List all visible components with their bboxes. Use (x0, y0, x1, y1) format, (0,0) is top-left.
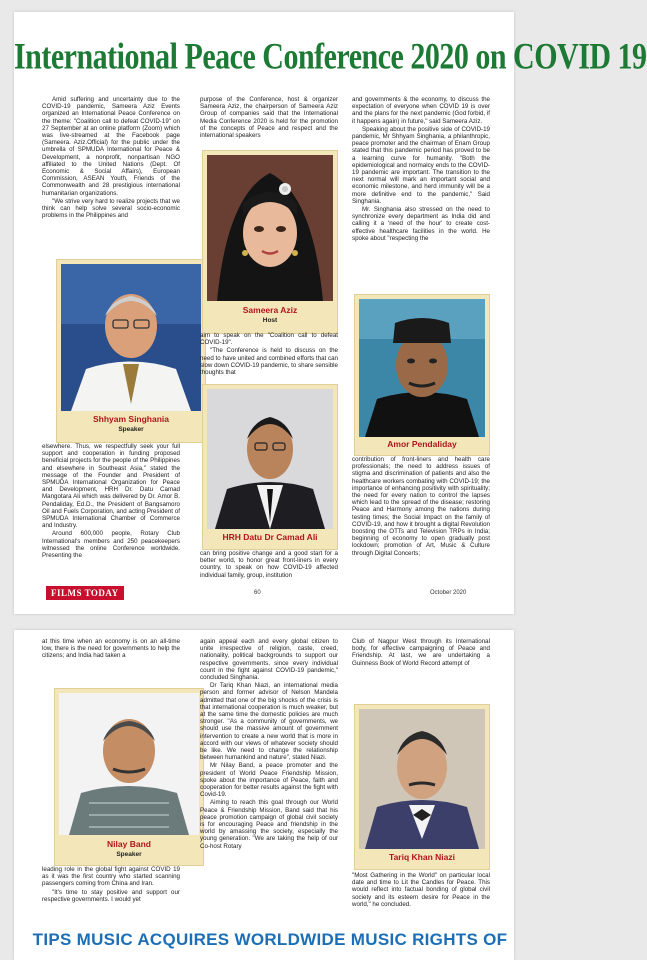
paragraph: "It's time to stay positive and support our respective governments. I would yet (42, 888, 180, 903)
column-3-bottom (352, 456, 490, 582)
portrait-tariq-khan-niazi (359, 709, 485, 849)
column-1-top (42, 96, 180, 260)
next-article-headline: TIPS MUSIC ACQUIRES WORLDWIDE MUSIC RIGHTS OF (32, 930, 508, 949)
paragraph: leading role in the global fight against COVID 19 as it was the first country who started scanning passengers coming from China and Iran. (42, 866, 180, 888)
magazine-page-60 (14, 12, 647, 614)
paragraph: at this time when an economy is on an all-time low, there is the need for governments to help the citizens; and India had taken a (42, 638, 180, 660)
paragraph: can bring positive change and a good start for a better world, to honor great front-liners in every country, to speak on how COVID-19 affected individual family, group, institution (200, 550, 338, 579)
paragraph: "The Conference is held to discuss on the need to have united and combined efforts that can slow down COVID-19 pandemic, to share sensible thoughts that (200, 347, 338, 377)
portrait-nilay-band (59, 693, 199, 835)
portrait-shhyam-singhania (61, 264, 201, 411)
column-2-bottom (200, 550, 338, 582)
portrait-sameera-aziz (207, 155, 333, 301)
column-1-top (42, 638, 180, 668)
column-3-top (352, 96, 490, 296)
films-today-logo: FILMS TODAY (46, 586, 124, 600)
column-3-bottom (352, 872, 490, 930)
paragraph: "Most Gathering in the World" on particular local date and time to Lit the Candles for Peace. This would reflect into factual bonding of global civil society and its esteem desire for Peace in the world," he concluded. (352, 872, 490, 908)
paragraph: Dr Tariq Khan Niazi, an international media person and former advisor of Nelson Mandela admitted that one of the big shocks of the crisis is that international cooperation is much weaker, but at the same time the domestic policies are much stronger. "As a community of governments, we should use the massive amount of government intervention to create a new world that is more in accord with our views of whatever society should be like. We need to change the relationship between humankind and nature", stated Niazi. (200, 682, 338, 762)
paragraph: "We strive very hard to realize projects that we think can help solve several socio-economic problems in the Philippines and (42, 197, 180, 220)
column-2-middle (200, 332, 338, 382)
page-number: 60 (254, 590, 261, 596)
caption-name: Amor Pendaliday (387, 439, 457, 449)
photo-card-nilay (54, 688, 204, 866)
paragraph: elsewhere. Thus, we respectfully seek your full support and cooperation in funding proposed beneficial projects for the people of the Philippines and elsewhere in Southeast Asia," stated the message of the Founder and President of SPMUDA International Organization for Peace and Development, HRH Dr. Datu Camad Mangotara Ali which was delivered by Dr. Amor B. Pendaliday, Ed.D., the President of Bangsamoro Oil and Fuels Corporation, and acting President of SPMUDA International Chamber of Commerce and Industry. (42, 443, 180, 530)
caption-role: Speaker (118, 426, 144, 433)
paragraph: Aiming to reach this goal through our World Peace & Friendship Mission, Band said that his peace promotion campaign of global civil society is for encouraging Peace and friendship in the world by amassing the society, especially the young generation. "We are taking the help of our Co-host Rotary (200, 799, 338, 850)
paragraph: Speaking about the positive side of COVID-19 pandemic, Mr Shhyam Singhania, a philanthropic, peace promoter and the chairman of Enam Group stated that this pandemic period has proved to be a learning curve for humanity. "Both the epidemiological and normalcy ends to the COVID-19 pandemic are important. The transition to the next normal will mark an important social and economic milestone, and herd immunity will be a more definitive end to the pandemic," Said Singhania. (352, 125, 490, 205)
column-1-bottom (42, 866, 180, 930)
photo-card-amor (354, 294, 490, 456)
caption-name: HRH Datu Dr Camad Ali (222, 532, 318, 542)
photo-card-sameera (202, 150, 338, 334)
column-2-top (200, 96, 338, 148)
photo-card-shhyam (56, 259, 206, 443)
issue-date: October 2020 (430, 590, 467, 596)
caption-name: Nilay Band (107, 839, 151, 849)
caption-role: Speaker (116, 851, 142, 858)
portrait-camad-ali (207, 389, 333, 529)
caption-name: Tariq Khan Niazi (389, 852, 455, 862)
paragraph: Amid suffering and uncertainty due to the COVID-19 pandemic, Sameera Aziz Events organized an International Peace Conference on the theme: "Coalition call to defeat COVID-19" on 27 September at an online platform (Zoom) which was live-streamed at the Facebook page (Sameera. Aziz.Official) for the public under the umbrella of SPMUDA International for Peace & Development, a nonprofit, nonpartisan NGO affiliated to the United Nations (Dept. Of Economic & Social Affairs), European Commission, ASEAN Youth, Friends of the Commonwealth and 28 prestigious international humanitarian organizations. (42, 96, 180, 197)
caption-role: Host (262, 317, 278, 324)
paragraph: Mr. Singhania also stressed on the need to synchronize every department as India did and calling it a 'need of the hour' to create cost-effective healthcare facilities in the world. He spoke about "respecting the (352, 206, 490, 242)
caption-name: Shhyam Singhania (92, 414, 170, 424)
magazine-page-61 (14, 630, 514, 960)
photo-card-tariq (354, 704, 490, 870)
column-2 (200, 638, 338, 930)
paragraph: again appeal each and every global citizen to unite irrespective of religion, caste, creed, nationality, political backgrounds to support our respective governments, since every individual count in the fight against COVID-19 pandemic," concluded Singhania. (200, 638, 338, 682)
column-3-top (352, 638, 490, 682)
paragraph: and governments & the economy, to discuss the expectation of everyone when COVID 19 is over and the plans for the next pandemic (God forbid, if it happens again) in future," said Sameera Aziz. (352, 96, 490, 125)
paragraph: aim to speak on the "Coalition call to defeat COVID-19". (200, 332, 338, 347)
column-1-bottom (42, 443, 180, 571)
portrait-amor-pendaliday (359, 299, 485, 437)
paragraph: Around 600,000 people, Rotary Club International's members and 250 peacekeepers witnessed the online Conference worldwide. Presenting the (42, 530, 180, 560)
paragraph: purpose of the Conference, host & organizer Sameera Aziz, the chairperson of Sameera Aziz Group of companies said that the International Media Conference 2020 is held for the promotion of the concepts of Peace and respect and the international speakers (200, 96, 338, 140)
caption-name: Sameera Aziz (242, 305, 298, 315)
paragraph: contribution of front-liners and health care professionals; the need to address issues of stigma and discrimination of patients and also the healthcare workers combating with COVID-19; the importance of enhancing positivity with spirituality; the need for every nation to control the lapses which lead to the spread of the disease; restoring Peace and Harmony among the nations during testing times; the Social Impact on the family of COVID-19, and how it brought a digital Revolution boosting the OTTs and Television TRPs in India; beginning of economy to open gradually post lockdown; promotion of Art, Music & Culture through Digital Concerts; (352, 456, 490, 557)
paragraph: Mr Nilay Band, a peace promoter and the president of World Peace Friendship Mission, spoke about the importance of Peace, faith and cooperation for better results against the fight with Covid-19. (200, 762, 338, 799)
photo-card-camad (202, 384, 338, 550)
article-headline: International Peace Conference 2020 on COVID 19 (14, 35, 647, 77)
paragraph: Club of Nagpur West through its International body, for effective campaigning of Peace and Friendship. At last, we are undertaking a Guinness Book of World Record attempt of (352, 638, 490, 667)
